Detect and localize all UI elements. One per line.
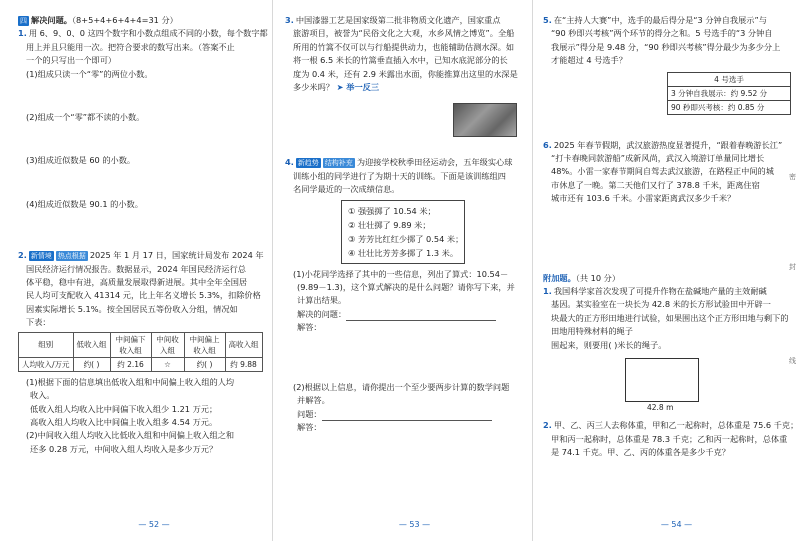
rect-length-label: 42.8 m [647, 403, 674, 413]
q6-text-1: 2025 年春节假期，武汉旅游热度显著提升，“跟着春晚游长江” [553, 139, 783, 150]
q1-sub-1: (1)组成只读一个“零”的两位小数。 [26, 68, 153, 79]
q2-tag-hot: 热点根据 [57, 252, 86, 261]
q6-line-2: “打卡春晚同款游船”成新风尚，武汉入境游订单量同比增长 [551, 153, 765, 164]
bonus-title: 附加题。 [543, 272, 576, 283]
bonus-score: （共 10 分） [575, 272, 621, 283]
question-label: 问题： [297, 408, 322, 419]
q3-text-1: 中国漆器工艺是国家级第二批非物质文化遗产，国家重点 [295, 15, 501, 25]
q2-tag-new: 新情境 [30, 252, 52, 261]
contestant-score: 3 分钟自我展示：约 9.52 分 [668, 87, 790, 101]
fact-item: ④ 壮壮比芳芳多掷了 1.3 米。 [348, 247, 459, 258]
table-cell: 高收入组 [225, 332, 262, 357]
fact-item: ② 壮壮掷了 9.89 米； [348, 219, 431, 230]
section-title: 解决问题。 [31, 15, 72, 25]
q2-sub1-3: 低收入组人均收入比中间偏下收入组少 1.21 万元； [30, 403, 218, 414]
q5-line-2: “90 秒即兴考核”两个环节的得分之和。5 号选手的“3 分钟自 [551, 28, 773, 39]
process-label: 解决的问题： [297, 308, 347, 319]
q1-line-2: 用上并且只能用一次。把符合要求的数写出来。（答案不止 [26, 41, 235, 52]
q2-line-6: 下表： [26, 317, 51, 328]
q2-sub1-1: (1)根据下面的信息填出低收入组和中间偏上收入组的人均 [26, 376, 235, 387]
q1-sub-3: (3)组成近似数是 60 的小数。 [26, 155, 136, 166]
q2-line-2: 国民经济运行情况报告。数据显示，2024 年国民经济运行总 [26, 263, 246, 274]
table-cell: 约 2.16 [110, 357, 151, 371]
q2-line-5: 因素实际增长 5.1%。按全国居民五等份收入分组，情况如 [26, 303, 238, 314]
b2-line-1 [543, 419, 799, 432]
b1-number: 1. [543, 286, 552, 297]
seal-mark: 线 [789, 357, 796, 365]
contestant-title: 4 号选手 [668, 73, 790, 87]
b1-line-1 [543, 285, 788, 298]
table-cell: 中间偏下收入组 [110, 332, 151, 357]
q2-line-3: 体平稳，稳中有进，高质量发展取得新进展。其中全年全国居 [26, 277, 248, 288]
b1-text-1: 我国科学家首次发现了可提升作物在盐碱地产量的主效耐碱 [553, 286, 767, 297]
q3-line-4: 将一根 6.5 米长的竹篙垂直插入水中，已知水底泥部分的长 [293, 55, 508, 66]
q4-number: 4. [285, 157, 294, 168]
contestant-score: 90 秒即兴考核：约 0.85 分 [671, 102, 765, 112]
q3-text-6: 多少米吗？ [293, 82, 334, 93]
q4-sub2-2: 并解答。 [297, 395, 330, 406]
q3-line-1 [285, 14, 522, 27]
section-header [18, 14, 264, 27]
income-table [18, 332, 263, 372]
q4-answer2-label: 解答： [297, 421, 322, 432]
boat-photo [453, 103, 517, 137]
q4-text-1: 为迎接学校秋季田径运动会，五年级实心球 [356, 157, 513, 168]
table-row [19, 357, 263, 371]
field-rectangle [625, 358, 699, 402]
section-score: （8+5+4+6+4+4=31 分） [71, 15, 178, 25]
q1-number: 1. [18, 28, 27, 39]
b2-line-2: 甲和丙一起称时，总体重是 78.3 千克；乙和丙一起称时，总体重 [551, 433, 788, 444]
q4-sub2-1: (2)根据以上信息，请你提出一个至少要两步计算的数学问题 [293, 381, 510, 392]
b1-line-3: 块最大的正方形田地进行试验，如果围出这个正方形田地与剩下的田地用特殊材料的绳子 [551, 312, 789, 337]
page-number: — 53 — [398, 520, 431, 529]
q2-sub2-2: 还多 0.28 万元，中间收入组人均收入是多少万元？ [30, 443, 218, 454]
q2-text-1: 2025 年 1 月 17 日，国家统计局发布 2024 年 [89, 250, 264, 261]
b2-text-1: 甲、乙、丙三人去称体重，甲和乙一起称时，总体重是 75.6 千克； [553, 420, 799, 431]
q6-line-1 [543, 139, 788, 152]
table-cell: 低收入组 [73, 332, 110, 357]
q3-line-5: 度为 0.4 米，还有 2.9 米露出水面，你能推算出这里的水深是 [293, 68, 518, 79]
section-tag: 四 [20, 17, 27, 25]
q3-line-3: 所用的竹篙不仅可以与行船提供动力，也能辅助估测水深。如 [293, 41, 515, 52]
fact-item: ① 强强掷了 10.54 米； [348, 205, 436, 216]
q5-line-4: 才能超过 4 号选手？ [551, 55, 627, 66]
page-54 [532, 0, 800, 541]
answer-line[interactable] [322, 411, 492, 421]
q4-sub1-3: 计算出结果。 [297, 295, 347, 306]
q2-sub1-2: 收入。 [30, 390, 55, 401]
fact-item: ③ 芳芳比红红少掷了 0.54 米； [348, 233, 464, 244]
q3-line-6 [285, 81, 522, 94]
q1-sub-4: (4)组成近似数是 90.1 的小数。 [26, 198, 143, 209]
q6-line-4: 市休息了一晚。第二天他们又行了 378.8 千米，距离住宿 [551, 179, 760, 190]
seal-mark: 密 [789, 173, 796, 181]
q4-process-row [285, 308, 522, 321]
q2-number: 2. [18, 250, 27, 261]
bonus-header [543, 272, 788, 285]
q1-text-1: 用 6、9、0、0 这四个数字和小数点组成不同的小数，每个数字都 [28, 28, 268, 39]
table-cell: ☆ [151, 357, 184, 371]
q2-line-4: 民人均可支配收入 41314 元，比上年名义增长 5.3%，扣除价格 [26, 290, 261, 301]
q5-line-1 [543, 14, 788, 27]
table-cell: 约( ) [184, 357, 225, 371]
q2-line-1 [18, 249, 264, 262]
q5-line-3: 我展示”得分是 9.48 分，“90 秒即兴考核”得分最少为多少分上 [551, 41, 781, 52]
page-52 [0, 0, 272, 541]
q5-text-1: 在“主持人大赛”中，选手的最后得分是“3 分钟自我展示”与 [553, 15, 767, 25]
page-number: — 54 — [660, 520, 693, 529]
practice-link[interactable]: ➤ 举一反三 [336, 82, 380, 93]
q4-sub1-1: (1)小花同学选择了其中的一些信息，列出了算式：10.54－ [293, 268, 509, 279]
facts-box [341, 200, 465, 264]
q4-line-2: 训练小组的同学进行了为期十天的训练。下面是该训练组四 [293, 170, 506, 181]
b2-line-3: 是 74.1 千克。甲、乙、丙的体重各是多少千克？ [551, 446, 730, 457]
table-cell: 人均收入/万元 [19, 357, 74, 371]
table-cell: 中间偏上收入组 [184, 332, 225, 357]
q2-sub2-1: (2)中间收入组人均收入比低收入组和中间偏上收入组之和 [26, 430, 235, 441]
page-53 [272, 0, 532, 541]
q1-line-1 [18, 27, 268, 40]
q4-tag-structure: 结构补充 [324, 159, 353, 168]
q6-line-3: 48%。小雷一家春节期间自驾去武汉旅游，在路程正中间的城 [551, 166, 774, 177]
q4-tag-trend: 新趋势 [297, 159, 319, 168]
b1-line-4: 围起来，则要用( )米长的绳子。 [551, 339, 667, 350]
seal-mark: 封 [789, 263, 796, 271]
table-cell: 组别 [19, 332, 74, 357]
page-number: — 52 — [138, 520, 170, 529]
q6-number: 6. [543, 139, 552, 150]
q3-line-2: 旅游项目，被誉为“民俗文化之大观，水乡风情之博览”。全船 [293, 28, 515, 39]
b1-line-2: 基因。某实验室在一块长为 42.8 米的长方形试验田中开辟一 [551, 299, 771, 310]
q4-sub1-2: (9.89－1.3)，这个算式解决的是什么问题？请你写下来，并 [297, 282, 515, 293]
table-cell: 中间收入组 [151, 332, 184, 357]
table-header-row [19, 332, 263, 357]
table-cell: 约 9.88 [225, 357, 262, 371]
b2-number: 2. [543, 420, 552, 431]
q4-line-3: 名同学最近的一次成绩信息。 [293, 184, 400, 195]
q6-line-5: 城市还有 103.6 千米。小雷家距离武汉多少千米？ [551, 193, 736, 204]
answer-line[interactable] [346, 311, 496, 321]
table-cell: 约( ) [73, 357, 110, 371]
contestant-box [667, 72, 791, 115]
q3-number: 3. [285, 15, 294, 25]
q4-answer-label: 解答： [297, 322, 322, 333]
q1-sub-2: (2)组成一个“零”都不读的小数。 [26, 112, 145, 123]
q4-question-row [285, 408, 522, 421]
q4-line-1 [285, 156, 522, 169]
q5-number: 5. [543, 15, 552, 25]
q2-sub1-4: 高收入组人均收入比中间偏上收入组多 4.54 万元。 [30, 416, 218, 427]
q1-line-3: 一个的只写出一个即可） [26, 55, 117, 66]
